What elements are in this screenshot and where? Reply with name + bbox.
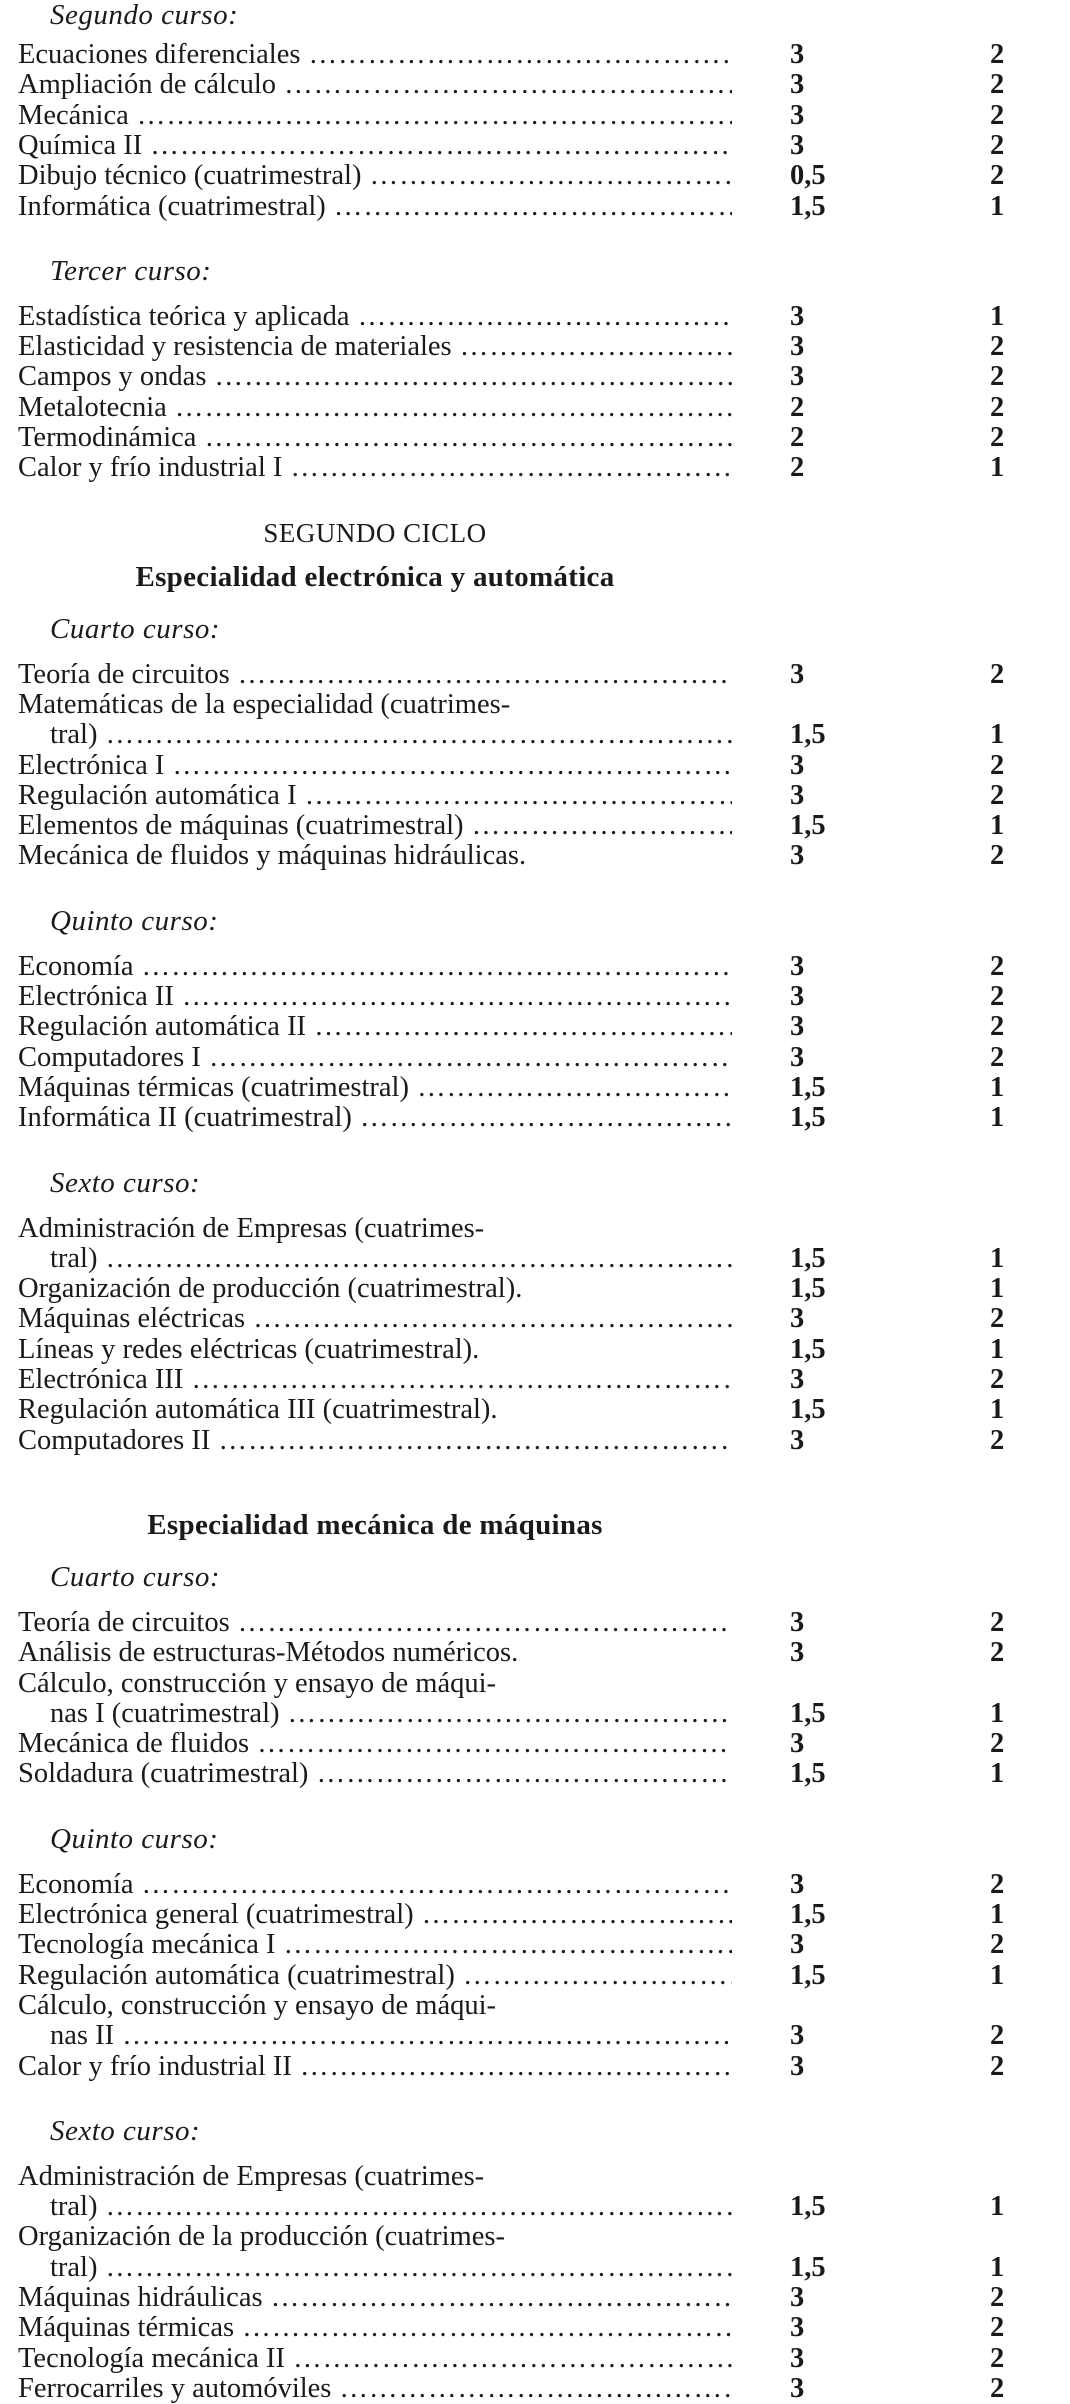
subject-name: Matemáticas de la especialidad (cuatrimes- — [18, 689, 511, 720]
credit-value: 2 — [990, 69, 1005, 101]
subject-name: Calor y frío industrial I ……………………………………………………………………………… — [18, 453, 732, 483]
weekly-hours: 1,5 — [790, 2191, 826, 2223]
credit-value: 1 — [990, 1242, 1005, 1274]
subject-row — [0, 1214, 1070, 1244]
subject-name: Electrónica I ……………………………………………………………………………… — [18, 751, 732, 781]
weekly-hours: 3 — [790, 2282, 805, 2313]
subject-row-continuation — [0, 1244, 1070, 1274]
credit-value: 2 — [990, 1728, 1005, 1760]
subject-row — [0, 302, 1070, 332]
course-heading: Tercer curso: — [50, 254, 212, 287]
credit-value: 2 — [990, 981, 1005, 1012]
subject-row — [0, 161, 1070, 191]
credit-value: 2 — [990, 1011, 1005, 1043]
cycle-heading: SEGUNDO CICLO — [263, 517, 487, 548]
subject-name: Elasticidad y resistencia de materiales ……………………………………………………………………………… — [18, 332, 732, 362]
subject-name: Organización de la producción (cuatrimes- — [18, 2222, 505, 2253]
weekly-hours: 1,5 — [790, 190, 826, 222]
credit-value: 2 — [990, 2342, 1005, 2374]
credit-value: 2 — [990, 950, 1005, 982]
subject-row — [0, 1729, 1070, 1759]
weekly-hours: 3 — [790, 658, 805, 690]
credit-value: 2 — [990, 160, 1005, 192]
weekly-hours: 3 — [790, 300, 805, 332]
subject-row — [0, 841, 1070, 871]
specialty-heading: Especialidad mecánica de máquinas — [147, 1508, 603, 1541]
subject-name: Regulación automática I ……………………………………………………………………………… — [18, 781, 732, 811]
subject-row — [0, 1365, 1070, 1395]
subject-row — [0, 332, 1070, 362]
subject-name: Ampliación de cálculo ……………………………………………………………………………… — [18, 70, 732, 100]
weekly-hours: 1,5 — [790, 1899, 826, 1930]
weekly-hours: 3 — [790, 331, 805, 363]
weekly-hours: 3 — [790, 1303, 805, 1335]
credit-value: 2 — [990, 2020, 1005, 2052]
subject-name: Cálculo, construcción y ensayo de máqui- — [18, 1990, 497, 2021]
subject-name: Administración de Empresas (cuatrimes- — [18, 1213, 485, 1244]
credit-value: 2 — [990, 1041, 1005, 1073]
subject-name: Mecánica de fluidos ……………………………………………………………………………… — [18, 1729, 732, 1759]
subject-name: Tecnología mecánica I ……………………………………………………………………………… — [18, 1930, 732, 1960]
subject-name-continuation: tral) ……………………………………………………………………………… — [50, 2192, 732, 2222]
subject-row-continuation — [0, 2192, 1070, 2222]
weekly-hours: 3 — [790, 1041, 805, 1073]
weekly-hours: 3 — [790, 1868, 805, 1900]
weekly-hours: 3 — [790, 1728, 805, 1760]
weekly-hours: 1,5 — [790, 1273, 826, 1305]
subject-row — [0, 1073, 1070, 1103]
course-heading: Cuarto curso: — [50, 1560, 221, 1593]
course-heading: Sexto curso: — [50, 1166, 201, 1199]
subject-row — [0, 1426, 1070, 1456]
weekly-hours: 3 — [790, 1364, 805, 1395]
weekly-hours: 1,5 — [790, 719, 826, 751]
subject-row — [0, 101, 1070, 131]
subject-row — [0, 781, 1070, 811]
subject-name: Campos y ondas ……………………………………………………………………………… — [18, 362, 732, 392]
subject-name-continuation: tral) ……………………………………………………………………………… — [50, 2253, 732, 2283]
subject-row — [0, 1395, 1070, 1425]
subject-name: Máquinas térmicas (cuatrimestral) ……………………………………………………………………………… — [18, 1073, 732, 1103]
weekly-hours: 3 — [790, 2312, 805, 2344]
subject-row-continuation — [0, 720, 1070, 750]
subject-row — [0, 453, 1070, 483]
weekly-hours: 1,5 — [790, 1102, 826, 1134]
credit-value: 2 — [990, 749, 1005, 781]
weekly-hours: 3 — [790, 981, 805, 1012]
credit-value: 1 — [990, 2251, 1005, 2283]
credit-value: 2 — [990, 2312, 1005, 2344]
subject-row — [0, 1103, 1070, 1133]
weekly-hours: 3 — [790, 2020, 805, 2052]
weekly-hours: 3 — [790, 2342, 805, 2374]
credit-value: 2 — [990, 1606, 1005, 1638]
subject-row — [0, 2313, 1070, 2343]
subject-row — [0, 2283, 1070, 2313]
subject-name: Máquinas hidráulicas ……………………………………………………………………………… — [18, 2283, 732, 2313]
subject-name: Estadística teórica y aplicada ……………………………………………………………………………… — [18, 302, 732, 332]
subject-name: Elementos de máquinas (cuatrimestral) ……………………………………………………………………………… — [18, 811, 732, 841]
weekly-hours: 3 — [790, 1606, 805, 1638]
subject-name: Soldadura (cuatrimestral) ……………………………………………………………………………… — [18, 1759, 732, 1789]
credit-value: 2 — [990, 1637, 1005, 1669]
subject-name-continuation: nas I (cuatrimestral) ……………………………………………………………………………… — [50, 1699, 732, 1729]
weekly-hours: 3 — [790, 361, 805, 393]
subject-name: Organización de producción (cuatrimestral). — [18, 1274, 523, 1305]
subject-row-continuation — [0, 2253, 1070, 2283]
weekly-hours: 3 — [790, 779, 805, 811]
subject-name: Computadores I ……………………………………………………………………………… — [18, 1043, 732, 1073]
credit-value: 2 — [990, 779, 1005, 811]
credit-value: 1 — [990, 452, 1005, 484]
credit-value: 2 — [990, 2282, 1005, 2313]
weekly-hours: 1,5 — [790, 2251, 826, 2283]
subject-name: Administración de Empresas (cuatrimes- — [18, 2161, 485, 2192]
subject-name: Máquinas eléctricas ……………………………………………………………………………… — [18, 1304, 732, 1334]
weekly-hours: 3 — [790, 749, 805, 781]
subject-name: Máquinas térmicas ……………………………………………………………………………… — [18, 2313, 732, 2343]
course-heading: Sexto curso: — [50, 2114, 201, 2147]
subject-row — [0, 1274, 1070, 1304]
credit-value: 1 — [990, 1394, 1005, 1426]
subject-row — [0, 192, 1070, 222]
subject-name: Calor y frío industrial II ……………………………………………………………………………… — [18, 2052, 732, 2082]
weekly-hours: 3 — [790, 69, 805, 101]
course-heading: Segundo curso: — [50, 0, 239, 31]
credit-value: 1 — [990, 810, 1005, 842]
weekly-hours: 1,5 — [790, 1071, 826, 1103]
subject-row — [0, 1900, 1070, 1930]
weekly-hours: 3 — [790, 1424, 805, 1456]
credit-value: 1 — [990, 300, 1005, 332]
credit-value: 1 — [990, 719, 1005, 751]
subject-name-continuation: tral) ……………………………………………………………………………… — [50, 720, 732, 750]
weekly-hours: 2 — [790, 422, 805, 453]
subject-name: Metalotecnia ……………………………………………………………………………… — [18, 393, 732, 423]
subject-row — [0, 2162, 1070, 2192]
subject-name: Electrónica II ……………………………………………………………………………… — [18, 982, 732, 1012]
subject-row — [0, 362, 1070, 392]
credit-value: 1 — [990, 2191, 1005, 2223]
credit-value: 2 — [990, 391, 1005, 423]
subject-name: Teoría de circuitos ……………………………………………………………………………… — [18, 660, 732, 690]
subject-name: Termodinámica ……………………………………………………………………………… — [18, 423, 732, 453]
subject-row — [0, 1870, 1070, 1900]
weekly-hours: 3 — [790, 39, 805, 70]
credit-value: 2 — [990, 1364, 1005, 1395]
subject-name: Mecánica de fluidos y máquinas hidráulicas. — [18, 841, 527, 872]
subject-name: Mecánica ……………………………………………………………………………… — [18, 101, 732, 131]
subject-name: Economía ……………………………………………………………………………… — [18, 1870, 732, 1900]
subject-name: Ferrocarriles y automóviles ……………………………………………………………………………… — [18, 2374, 732, 2404]
course-heading: Quinto curso: — [50, 904, 219, 937]
credit-value: 2 — [990, 1868, 1005, 1900]
weekly-hours: 3 — [790, 840, 805, 872]
subject-name: Informática (cuatrimestral) ……………………………………………………………………………… — [18, 192, 732, 222]
subject-row — [0, 40, 1070, 70]
subject-name-continuation: tral) ……………………………………………………………………………… — [50, 1244, 732, 1274]
credit-value: 1 — [990, 190, 1005, 222]
subject-row — [0, 1669, 1070, 1699]
subject-name: Regulación automática III (cuatrimestral). — [18, 1395, 498, 1426]
specialty-heading: Especialidad electrónica y automática — [135, 560, 615, 593]
subject-row — [0, 751, 1070, 781]
weekly-hours: 1,5 — [790, 1758, 826, 1790]
subject-name: Electrónica III ……………………………………………………………………………… — [18, 1365, 732, 1395]
subject-row — [0, 982, 1070, 1012]
credit-value: 2 — [990, 129, 1005, 161]
subject-name: Cálculo, construcción y ensayo de máqui- — [18, 1668, 497, 1699]
subject-name: Electrónica general (cuatrimestral) ……………………………………………………………………………… — [18, 1900, 732, 1930]
credit-value: 2 — [990, 39, 1005, 70]
weekly-hours: 1,5 — [790, 810, 826, 842]
subject-row — [0, 1930, 1070, 1960]
subject-row-continuation — [0, 1699, 1070, 1729]
credit-value: 2 — [990, 658, 1005, 690]
weekly-hours: 1,5 — [790, 1959, 826, 1991]
weekly-hours: 1,5 — [790, 1697, 826, 1729]
subject-name-continuation: nas II ……………………………………………………………………………… — [50, 2021, 732, 2051]
credit-value: 2 — [990, 331, 1005, 363]
subject-row — [0, 1043, 1070, 1073]
weekly-hours: 3 — [790, 2050, 805, 2082]
course-heading: Cuarto curso: — [50, 612, 221, 645]
subject-row — [0, 131, 1070, 161]
subject-name: Teoría de circuitos ……………………………………………………………………………… — [18, 1608, 732, 1638]
credit-value: 2 — [990, 2050, 1005, 2082]
subject-row — [0, 2344, 1070, 2374]
subject-row — [0, 2052, 1070, 2082]
weekly-hours: 0,5 — [790, 160, 826, 192]
subject-name: Ecuaciones diferenciales ……………………………………………………………………………… — [18, 40, 732, 70]
weekly-hours: 3 — [790, 99, 805, 131]
subject-row — [0, 2374, 1070, 2404]
subject-name: Informática II (cuatrimestral) ……………………………………………………………………………… — [18, 1103, 732, 1133]
weekly-hours: 3 — [790, 129, 805, 161]
weekly-hours: 2 — [790, 452, 805, 484]
subject-row — [0, 1991, 1070, 2021]
credit-value: 2 — [990, 840, 1005, 872]
subject-row — [0, 423, 1070, 453]
weekly-hours: 3 — [790, 1929, 805, 1961]
subject-name: Líneas y redes eléctricas (cuatrimestral). — [18, 1334, 480, 1365]
course-heading: Quinto curso: — [50, 1822, 219, 1855]
subject-name: Regulación automática II ……………………………………………………………………………… — [18, 1012, 732, 1042]
subject-row — [0, 70, 1070, 100]
credit-value: 1 — [990, 1333, 1005, 1365]
subject-row-continuation — [0, 2021, 1070, 2051]
subject-name: Dibujo técnico (cuatrimestral) ……………………………………………………………………………… — [18, 161, 732, 191]
credit-value: 2 — [990, 1303, 1005, 1335]
subject-name: Regulación automática (cuatrimestral) ……………………………………………………………………………… — [18, 1961, 732, 1991]
weekly-hours: 3 — [790, 950, 805, 982]
credit-value: 1 — [990, 1758, 1005, 1790]
subject-row — [0, 393, 1070, 423]
credit-value: 2 — [990, 99, 1005, 131]
weekly-hours: 3 — [790, 1637, 805, 1669]
credit-value: 2 — [990, 1929, 1005, 1961]
credit-value: 1 — [990, 1102, 1005, 1134]
weekly-hours: 1,5 — [790, 1242, 826, 1274]
subject-row — [0, 1012, 1070, 1042]
subject-row — [0, 1759, 1070, 1789]
credit-value: 1 — [990, 1071, 1005, 1103]
subject-row — [0, 1304, 1070, 1334]
weekly-hours: 3 — [790, 1011, 805, 1043]
credit-value: 1 — [990, 1273, 1005, 1305]
credit-value: 1 — [990, 1899, 1005, 1930]
weekly-hours: 1,5 — [790, 1333, 826, 1365]
credit-value: 2 — [990, 1424, 1005, 1456]
subject-name: Química II ……………………………………………………………………………… — [18, 131, 732, 161]
weekly-hours: 3 — [790, 2372, 805, 2404]
weekly-hours: 1,5 — [790, 1394, 826, 1426]
subject-row — [0, 1608, 1070, 1638]
credit-value: 2 — [990, 2372, 1005, 2404]
subject-row — [0, 952, 1070, 982]
subject-name: Computadores II ……………………………………………………………………………… — [18, 1426, 732, 1456]
credit-value: 2 — [990, 361, 1005, 393]
subject-row — [0, 690, 1070, 720]
subject-row — [0, 1638, 1070, 1668]
subject-row — [0, 1961, 1070, 1991]
subject-name: Economía ……………………………………………………………………………… — [18, 952, 732, 982]
credit-value: 1 — [990, 1959, 1005, 1991]
subject-name: Análisis de estructuras-Métodos numéricos. — [18, 1638, 519, 1669]
subject-row — [0, 2222, 1070, 2252]
subject-row — [0, 1335, 1070, 1365]
weekly-hours: 2 — [790, 391, 805, 423]
credit-value: 2 — [990, 422, 1005, 453]
credit-value: 1 — [990, 1697, 1005, 1729]
subject-row — [0, 811, 1070, 841]
subject-row — [0, 660, 1070, 690]
subject-name: Tecnología mecánica II ……………………………………………………………………………… — [18, 2344, 732, 2374]
